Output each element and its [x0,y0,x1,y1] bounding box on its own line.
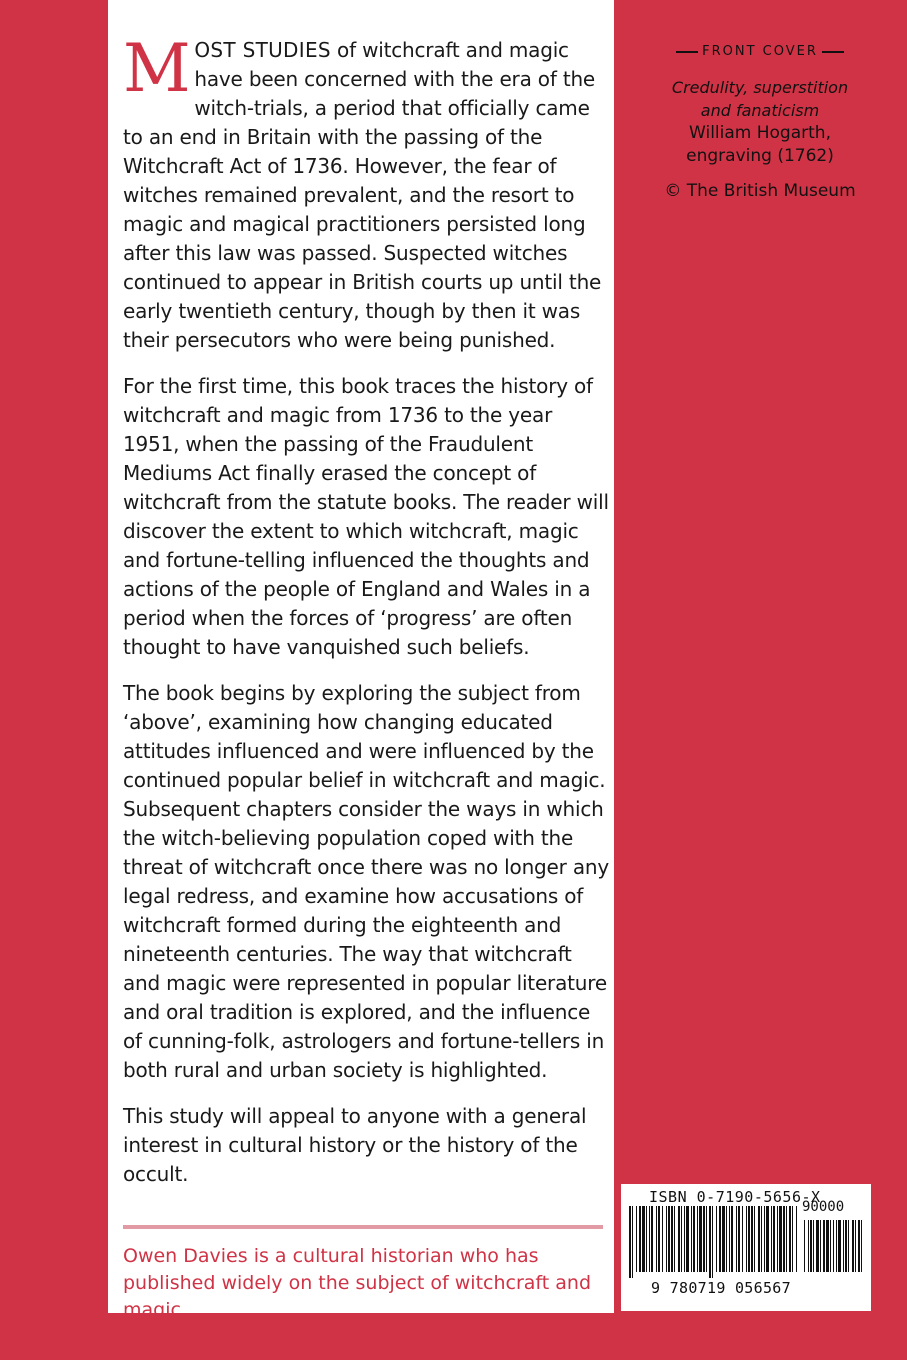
barcode-bar [639,1206,641,1272]
barcode-bar [666,1206,667,1272]
barcode-bar [826,1220,829,1272]
paragraph-1-text: of witchcraft and magic have been concerned with the era of the witch-trials, a period that officially came to an end in Britain with the passing of the Witchcraft Act of 1736. However, the fear of witches remained prevalent, and the resort to magic and magical practitioners persisted long after this law was passed. Suspected witches continued to appear in British courts up until the early twentieth century, though by then it was their persecutors who were being punished. [123,38,602,352]
barcode-bar [804,1220,805,1272]
barcode-bar [686,1206,689,1272]
barcode-bar [668,1206,670,1272]
barcode-icon [629,1206,865,1278]
barcode-bar [816,1220,819,1272]
barcode-bar [642,1206,645,1272]
cover-credit-label [640,40,880,63]
barcode-bar [833,1220,834,1272]
opening-small-caps: OST STUDIES [194,38,331,62]
barcode-bar [758,1206,760,1272]
barcode-bar [656,1206,657,1272]
barcode-bar [691,1206,692,1272]
artwork-title-line-2: and fanaticism [700,101,820,120]
dash-left [676,51,698,53]
artist-name: William Hogarth, [689,123,831,143]
barcode-bar [742,1206,743,1272]
price-code: 90000 [802,1199,845,1215]
barcode-bar [808,1220,809,1272]
barcode-bar [848,1220,849,1272]
artwork-title-line-1: Credulity, superstition [671,78,849,97]
barcode-bar [748,1206,750,1272]
barcode-bar [771,1206,772,1272]
barcode-bar [789,1206,791,1272]
barcode-bar [843,1220,844,1272]
barcode-bar [838,1220,841,1272]
barcode-bar [746,1206,747,1272]
barcode-bar [678,1206,680,1272]
barcode-bar [709,1206,711,1278]
paragraph-4: This study will appeal to anyone with a general interest in cultural history or the history of the occult. [123,1104,587,1186]
barcode-bar [684,1206,685,1272]
barcode-bar [751,1206,753,1272]
barcode-bar [861,1220,862,1272]
cover-credit [640,40,880,203]
barcode-bar [736,1206,737,1272]
barcode-bar [810,1220,812,1272]
artwork-medium: engraving (1762) [686,146,834,166]
barcode-bar [716,1206,717,1272]
barcode-bar [649,1206,650,1272]
barcode-bar [681,1206,682,1272]
barcode-bar [777,1206,778,1272]
barcode-bar [693,1206,695,1272]
barcode-bar [703,1206,705,1272]
barcode-bar [632,1206,633,1278]
barcode-bar [738,1206,740,1272]
barcode-bar [766,1206,769,1272]
barcode-bar [674,1206,675,1272]
barcode-bar [722,1206,725,1272]
cover-credit-label-text: FRONT COVER [702,44,818,59]
drop-cap: M [123,30,191,107]
barcode-bar [706,1206,707,1272]
barcode-bar [761,1206,762,1272]
ean-digits: 9 780719 056567 [651,1279,791,1297]
author-note: Owen Davies is a cultural historian who has published widely on the subject of witchcraft and magic [123,1245,592,1321]
isbn-text: ISBN 0-7190-5656-X [649,1188,821,1206]
barcode-bar [646,1206,647,1272]
barcode-bar [636,1206,637,1272]
barcode-bar [662,1206,663,1272]
barcode-bar [823,1220,825,1272]
barcode-bar [813,1220,814,1272]
barcode-bar [845,1220,847,1272]
barcode-bar [712,1206,713,1278]
paragraph-2: For the first time, this book traces the history of witchcraft and magic from 1736 to the year 1951, when the passing of the Fraudulent Mediums Act finally erased the concept of witchcraft from the statute books. The reader will discover the extent to which witchcraft, magic and fortune-telling influenced the thoughts and actions of the people of England and Wales in a period when the forces of ‘progress’ are often thought to have vanquished such beliefs. [123,374,609,659]
barcode-bar [629,1206,631,1278]
barcode-bar [830,1220,831,1272]
barcode-bar [858,1220,860,1272]
barcode-bar [719,1206,721,1272]
barcode-bar [779,1206,782,1272]
dash-right [822,51,844,53]
divider-rule [123,1225,603,1229]
barcode-bar [796,1206,797,1272]
barcode-bar [697,1206,698,1272]
barcode-bar [764,1206,765,1272]
barcode-bar [792,1206,793,1272]
barcode-bar [699,1206,702,1272]
barcode-bar [783,1206,785,1272]
blurb [123,30,610,1206]
barcode-bar [786,1206,787,1272]
paragraph-1 [123,30,609,355]
barcode-bar [852,1220,854,1272]
barcode-bar [773,1206,775,1272]
barcode-bar [731,1206,733,1272]
copyright: © The British Museum [664,181,856,201]
barcode-bar [754,1206,755,1272]
barcode-bar [729,1206,730,1272]
paragraph-3: The book begins by exploring the subject from ‘above’, examining how changing educated attitudes influenced and were influenced by the continued popular belief in witchcraft and magic. Subsequent chapters consider the ways in which the witch-believing population coped with the threat of witchcraft once there was no longer any legal redress, and examine how accusations of witchcraft formed during the eighteenth and nineteenth centuries. The way that witchcraft and magic were represented in popular literature and oral tradition is explored, and the influence of cunning-folk, astrologers and fortune-tellers in both rural and urban society is highlighted. [123,681,610,1082]
barcode-bar [855,1220,856,1272]
barcode-bar [836,1220,837,1272]
barcode-bar [820,1220,821,1272]
barcode-bar [671,1206,673,1272]
barcode-bar [658,1206,660,1272]
barcode-bar [651,1206,653,1272]
barcode-bar [726,1206,727,1272]
